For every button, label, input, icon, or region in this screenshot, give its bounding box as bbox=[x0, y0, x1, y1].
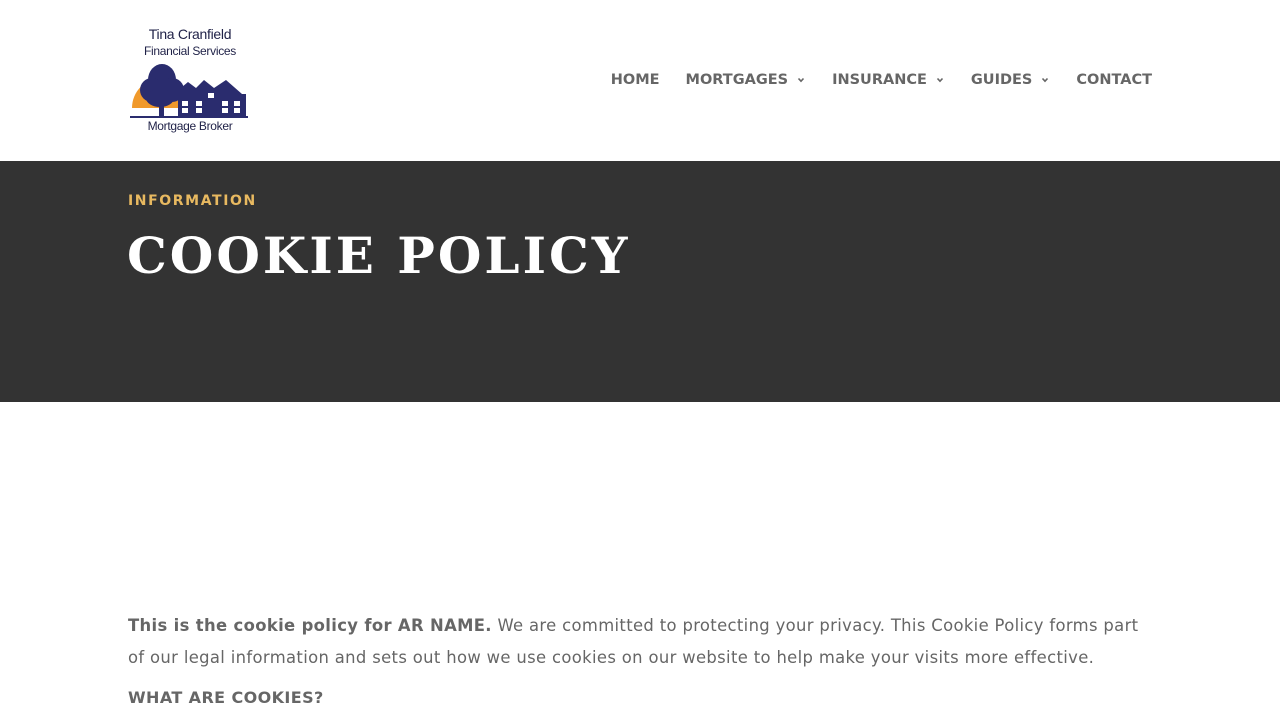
section-heading-what-are-cookies: WHAT ARE COOKIES? bbox=[128, 688, 324, 707]
logo-tagline: Mortgage Broker bbox=[147, 119, 233, 133]
site-header bbox=[0, 0, 1280, 161]
nav-item-home[interactable] bbox=[611, 70, 660, 90]
page-hero bbox=[0, 161, 1280, 402]
intro-bold-text: This is the cookie policy for AR NAME. bbox=[128, 616, 492, 635]
intro-paragraph bbox=[128, 610, 1158, 674]
nav-item-mortgages[interactable] bbox=[686, 70, 807, 90]
chevron-down-icon[interactable] bbox=[935, 75, 945, 85]
nav-item-contact[interactable] bbox=[1076, 70, 1152, 90]
nav-item-guides[interactable] bbox=[971, 70, 1050, 90]
nav-item-label[interactable]: CONTACT bbox=[1076, 72, 1152, 88]
intro-text: We are committed to protecting your privacy. This Cookie Policy forms part of our legal information and sets out how we use cookies on our website to help make your visits more effective. bbox=[128, 616, 1139, 667]
nav-item-label[interactable]: MORTGAGES bbox=[685, 72, 789, 88]
nav-item-label[interactable]: HOME bbox=[610, 72, 660, 88]
site-logo[interactable] bbox=[128, 24, 252, 136]
logo-name: Tina Cranfield bbox=[148, 26, 232, 42]
nav-item-insurance[interactable] bbox=[832, 70, 945, 90]
house-tree-sunset-icon bbox=[130, 58, 250, 120]
chevron-down-icon[interactable] bbox=[1040, 75, 1050, 85]
main-content bbox=[128, 610, 1158, 707]
main-nav bbox=[611, 70, 1152, 90]
page-title: COOKIE POLICY bbox=[127, 226, 631, 285]
chevron-down-icon[interactable] bbox=[796, 75, 806, 85]
nav-item-label[interactable]: INSURANCE bbox=[832, 72, 927, 88]
logo-subtitle: Financial Services bbox=[144, 44, 236, 58]
hero-kicker: INFORMATION bbox=[128, 193, 257, 209]
nav-item-label[interactable]: GUIDES bbox=[970, 72, 1033, 88]
